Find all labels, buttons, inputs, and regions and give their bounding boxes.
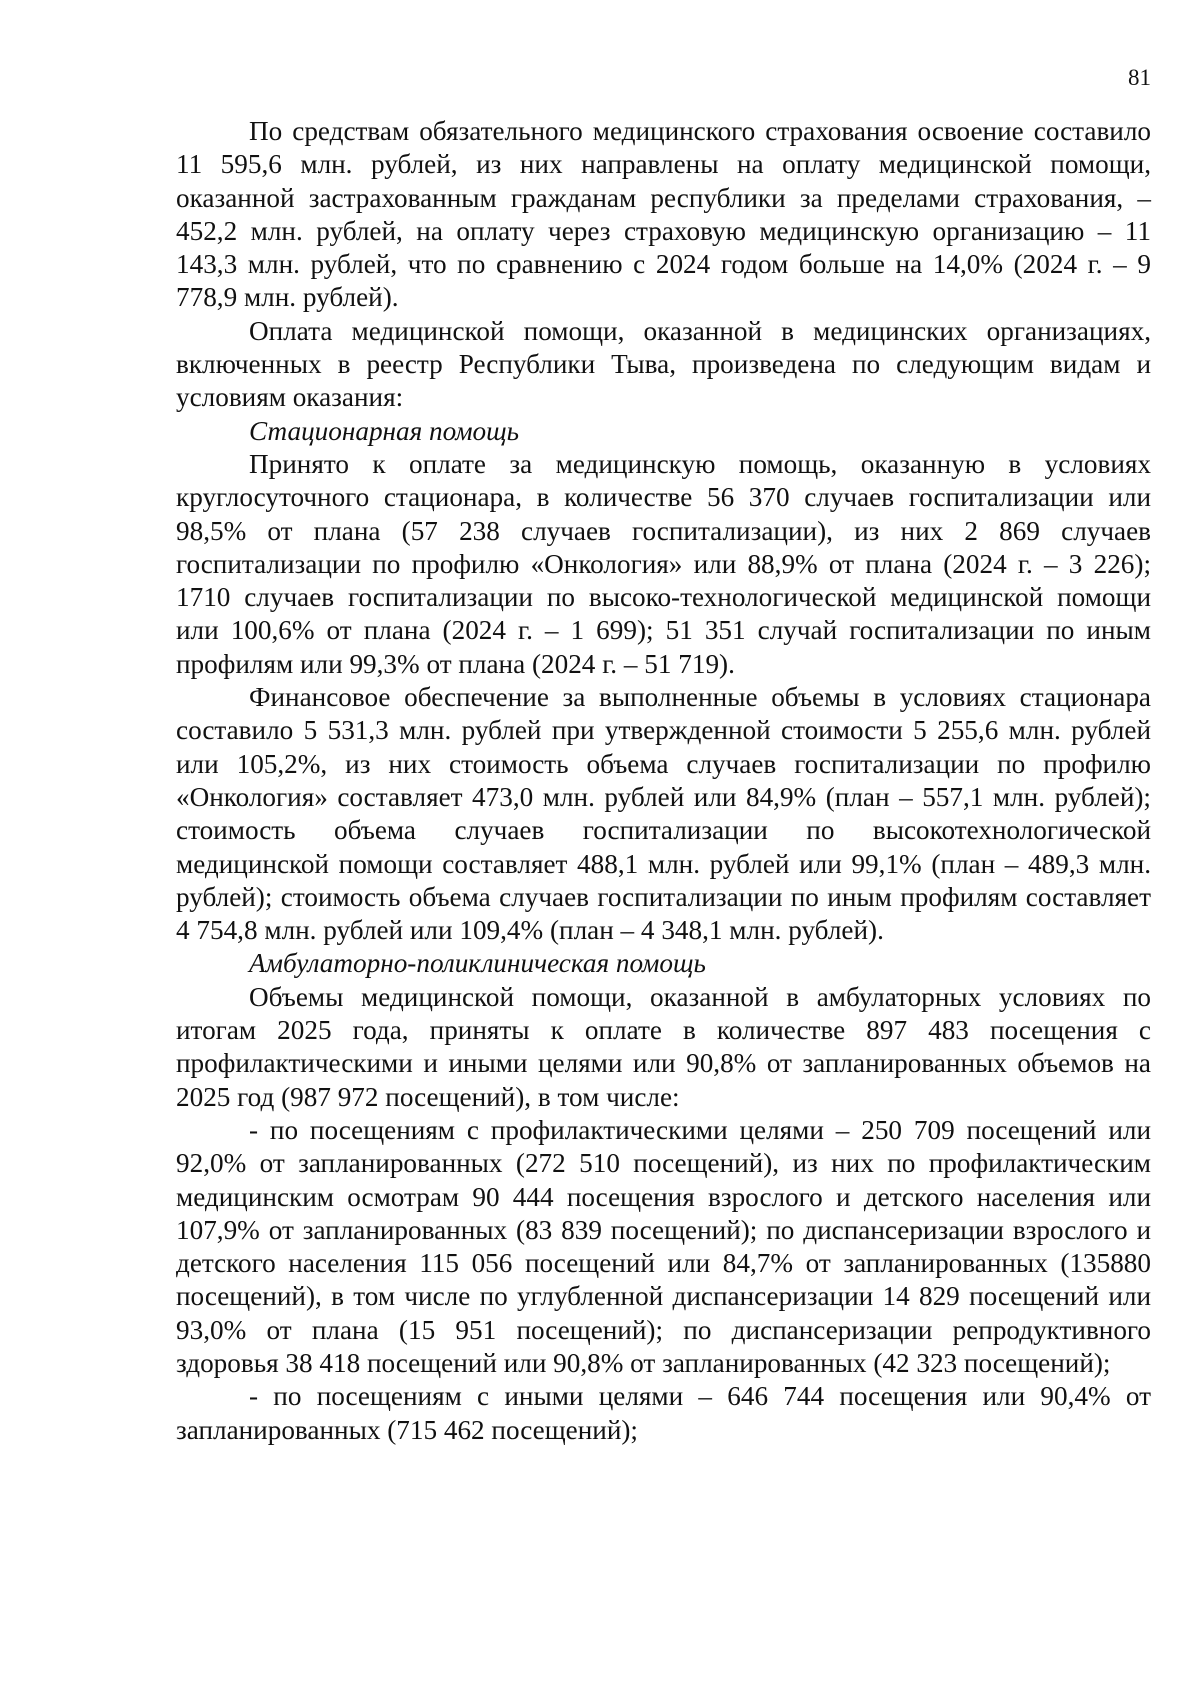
paragraph-inpatient-cases: Принято к оплате за медицинскую помощь, оказанную в условиях круглосуточного стационара, в количестве 56 370 случаев госпитализации или 98,5% от плана (57 238 случаев госпитализации), из них 2 869 случаев госпитализации по профилю «Онкология» или 88,9% от плана (2024 г. – 3 226); 1710 случаев госпитализации по высоко-технологической медицинской помощи или 100,6% от плана (2024 г. – 1 699); 51 351 случай госпитализации по иным профилям или 99,3% от плана (2024 г. – 51 719). (176, 448, 1151, 679)
document-body (176, 115, 1151, 1447)
list-item-other-visits: - по посещениям с иными целями – 646 744 посещения или 90,4% от запланированных (715 462 посещений); (176, 1381, 1151, 1445)
paragraph-oms-funding: По средствам обязательного медицинского страхования освоение составило 11 595,6 млн. рублей, из них направлены на оплату медицинской помощи, оказанной застрахованным гражданам республики за пределами страхования, – 452,2 млн. рублей, на оплату через страховую медицинскую организацию – 11 143,3 млн. рублей, что по сравнению с 2024 годом больше на 14,0% (2024 г. – 9 778,9 млн. рублей). (176, 116, 1151, 313)
subheading-outpatient-care: Амбулаторно-поликлиническая помощь (249, 948, 706, 979)
subheading-inpatient-care: Стационарная помощь (249, 415, 520, 446)
paragraph-payment-types: Оплата медицинской помощи, оказанной в медицинских организациях, включенных в реестр Республики Тыва, произведена по следующим видам и условиям оказания: (176, 315, 1151, 413)
list-item-preventive-visits: - по посещениям с профилактическими целями – 250 709 посещений или 92,0% от запланированных (272 510 посещений), из них по профилактическим медицинским осмотрам 90 444 посещения взрослого и детского населения или 107,9% от запланированных (83 839 посещений); по диспансеризации взрослого и детского населения 115 056 посещений или 84,7% от запланированных (135880 посещений), в том числе по углубленной диспансеризации 14 829 посещений или 93,0% от плана (15 951 посещений); по диспансеризации репродуктивного здоровья 38 418 посещений или 90,8% от запланированных (42 323 посещений); (176, 1114, 1151, 1378)
paragraph-inpatient-financing: Финансовое обеспечение за выполненные объемы в условиях стационара составило 5 531,3 млн. рублей при утвержденной стоимости 5 255,6 млн. рублей или 105,2%, из них стоимость объема случаев госпитализации по профилю «Онкология» составляет 473,0 млн. рублей или 84,9% (план – 557,1 млн. рублей); стоимость объема случаев госпитализации по высокотехнологической медицинской помощи составляет 488,1 млн. рублей или 99,1% (план – 489,3 млн. рублей); стоимость объема случаев госпитализации по иным профилям составляет 4 754,8 млн. рублей или 109,4% (план – 4 348,1 млн. рублей). (176, 682, 1151, 946)
page-number: 81 (1128, 65, 1151, 90)
paragraph-outpatient-volumes: Объемы медицинской помощи, оказанной в амбулаторных условиях по итогам 2025 года, приняты к оплате в количестве 897 483 посещения с профилактическими и иными целями или 90,8% от запланированных объемов на 2025 год (987 972 посещений), в том числе: (176, 981, 1151, 1112)
